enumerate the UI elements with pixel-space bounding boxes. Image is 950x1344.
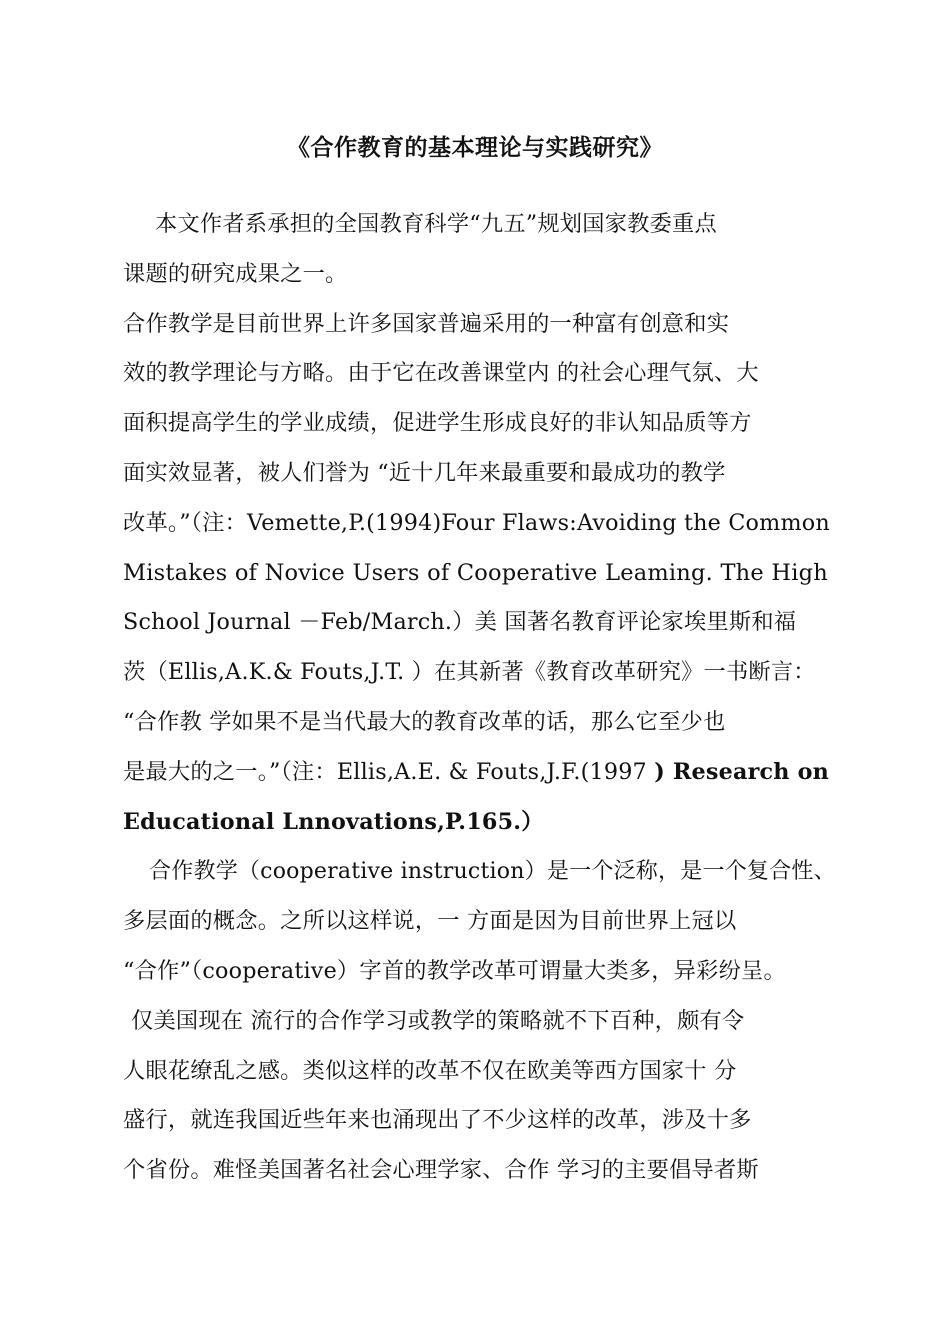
paragraph-line: 合作教学是目前世界上许多国家普遍采用的一种富有创意和实 [123, 310, 730, 337]
paragraph-line: 多层面的概念。之所以这样说，一 方面是因为目前世界上冠以 [123, 908, 737, 935]
paragraph-line: “合作”（cooperative）字首的教学改革可谓量大类多，异彩纷呈。 [123, 957, 786, 984]
word: of [427, 559, 450, 586]
paragraph-line-justified [123, 549, 828, 599]
paragraph-line: 人眼花缭乱之感。类似这样的改革不仅在欧美等西方国家十 分 [123, 1057, 737, 1084]
paragraph-line [123, 748, 843, 798]
paragraph-line: 效的教学理论与方略。由于它在改善课堂内 的社会心理气氛、大 [123, 360, 759, 387]
paragraph-line: 课题的研究成果之一。 [123, 260, 348, 287]
word: Users [352, 559, 420, 586]
word: Cooperative [456, 559, 598, 586]
word: The [720, 559, 764, 586]
word: Leaming. [605, 559, 713, 586]
paragraph-line: 改革。”（注：Vemette,P.(1994)Four Flaws:Avoiding the Common [123, 509, 830, 536]
paragraph-line: 盛行，就连我国近些年来也涌现出了不少这样的改革，涉及十多 [123, 1107, 752, 1134]
word: Mistakes [123, 559, 228, 586]
word: High [771, 559, 828, 586]
paragraph-line: 本文作者系承担的全国教育科学“九五”规划国家教委重点 [155, 211, 717, 237]
paragraph-line: 茨（Ellis,A.K.& Fouts,J.T. ）在其新著《教育改革研究》一书断言： [123, 659, 816, 686]
word: of [234, 559, 258, 586]
paragraph-line: “合作教 学如果不是当代最大的教育改革的话，那么它至少也 [123, 708, 726, 735]
paragraph-line: 仅美国现在 流行的合作学习或教学的策略就不下百种，颇有令 [131, 1007, 745, 1034]
citation-text: 是最大的之一。”（注：Ellis,A.E. & Fouts,J.F.(1997 [123, 758, 655, 785]
paragraph-line: 合作教学（cooperative instruction）是一个泛称，是一个复合性、 [149, 859, 836, 885]
document-title: 《合作教育的基本理论与实践研究》 [287, 135, 663, 161]
citation-title-bold: ) Research on [654, 758, 830, 785]
word: Novice [264, 559, 345, 586]
document-body [123, 200, 843, 1196]
paragraph-line: School Journal －Feb/March.）美 国著名教育评论家埃里斯和福 [123, 609, 797, 636]
paragraph-line: 面实效显著，被人们誉为 “近十几年来最重要和最成功的教学 [123, 459, 726, 486]
paragraph-line: 个省份。难怪美国著名社会心理学家、合作 学习的主要倡导者斯 [123, 1157, 759, 1184]
paragraph-line: 面积提高学生的学业成绩，促进学生形成良好的非认知品质等方 [123, 410, 752, 437]
paragraph-line-bold: Educational Lnnovations,P.165.） [123, 808, 544, 835]
